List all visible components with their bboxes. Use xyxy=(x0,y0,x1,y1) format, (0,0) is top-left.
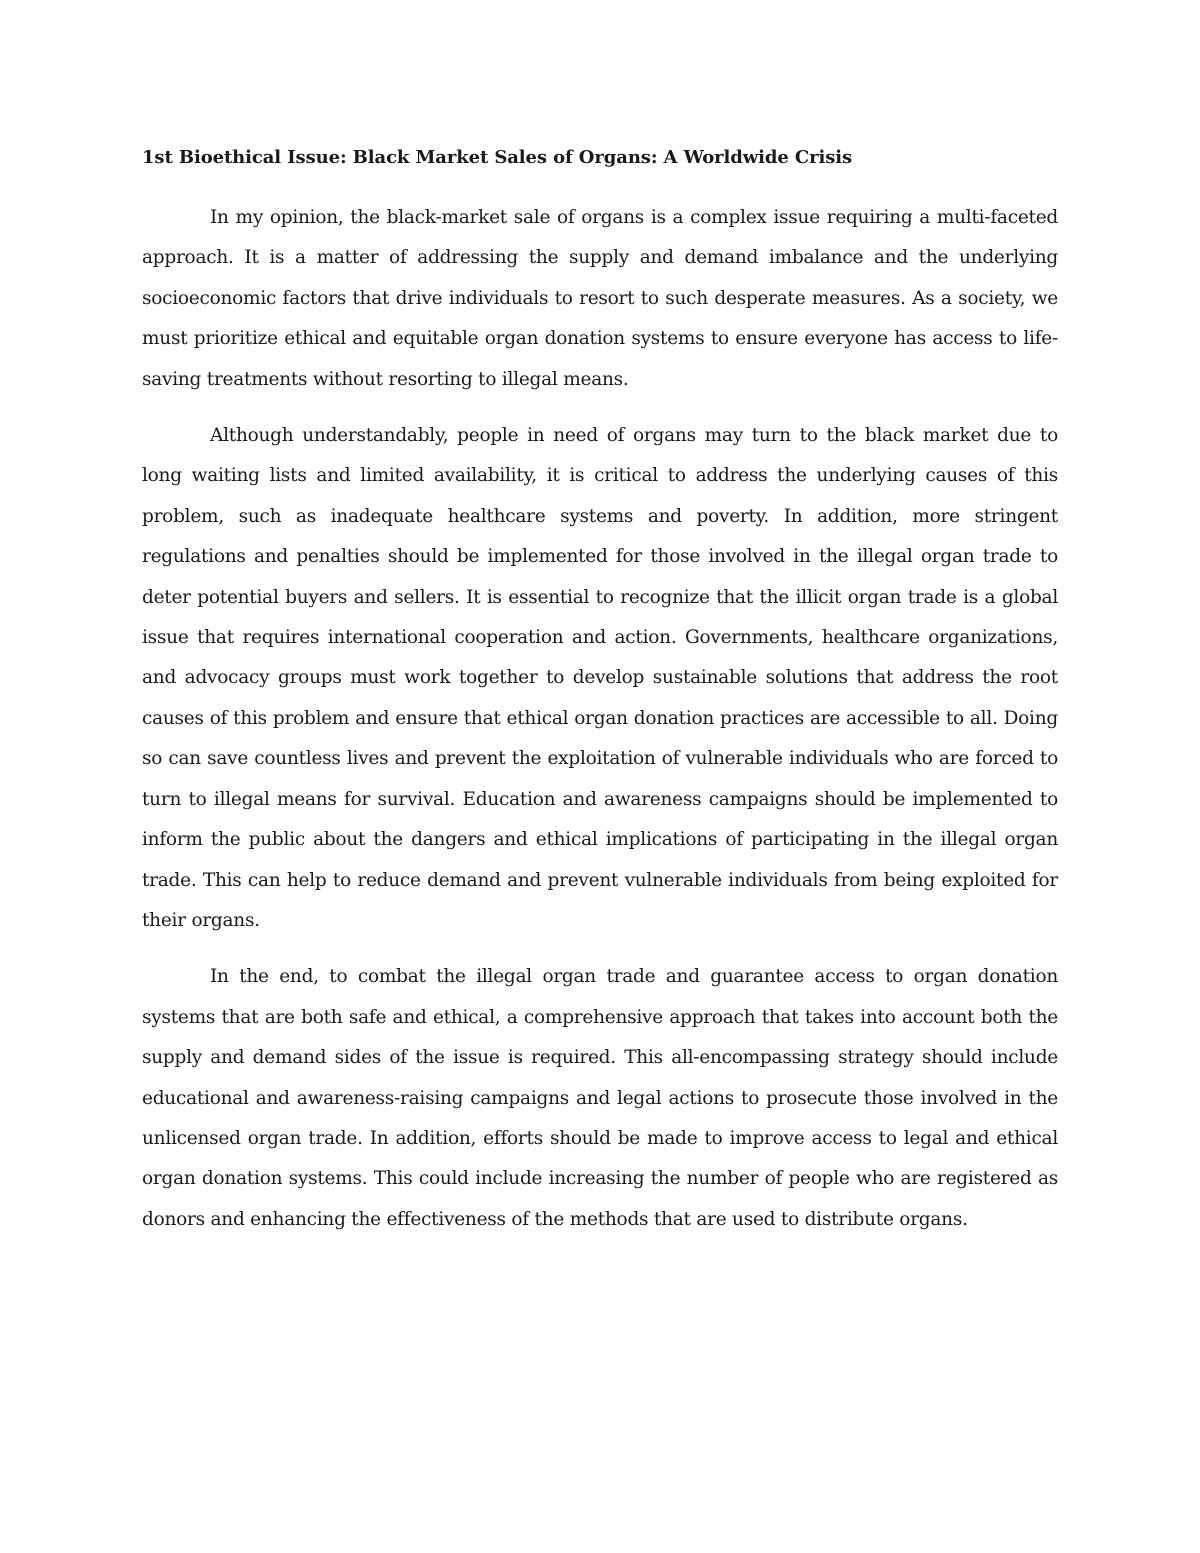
document-heading: 1st Bioethical Issue: Black Market Sales of Organs: A Worldwide Crisis xyxy=(142,147,853,168)
paragraph-causes: Although understandably, people in need of organs may turn to the black market due to long waiting lists and limited availability, it is critical to address the underlying causes of this problem, such as inadequate healthcare systems and poverty. In addition, more stringent regulations and penalties should be implemented for those involved in the illegal organ trade to deter potential buyers and sellers. It is essential to recognize that the illicit organ trade is a global issue that requires international cooperation and action. Governments, healthcare organizations, and advocacy groups must work together to develop sustainable solutions that address the root causes of this problem and ensure that ethical organ donation practices are accessible to all. Doing so can save countless lives and prevent the exploitation of vulnerable individuals who are forced to turn to illegal means for survival. Education and awareness campaigns should be implemented to inform the public about the dangers and ethical implications of participating in the illegal organ trade. This can help to reduce demand and prevent vulnerable individuals from being exploited for their organs. xyxy=(142,425,1058,931)
document-body xyxy=(142,142,1058,1256)
paragraph-opinion: In my opinion, the black-market sale of organs is a complex issue requiring a multi-faceted approach. It is a matter of addressing the supply and demand imbalance and the underlying socioeconomic factors that drive individuals to resort to such desperate measures. As a society, we must prioritize ethical and equitable organ donation systems to ensure everyone has access to life-saving treatments without resorting to illegal means. xyxy=(142,207,1058,390)
paragraph-conclusion: In the end, to combat the illegal organ trade and guarantee access to organ donation systems that are both safe and ethical, a comprehensive approach that takes into account both the supply and demand sides of the issue is required. This all-encompassing strategy should include educational and awareness-raising campaigns and legal actions to prosecute those involved in the unlicensed organ trade. In addition, efforts should be made to improve access to legal and ethical organ donation systems. This could include increasing the number of people who are registered as donors and enhancing the effectiveness of the methods that are used to distribute organs. xyxy=(142,966,1058,1230)
